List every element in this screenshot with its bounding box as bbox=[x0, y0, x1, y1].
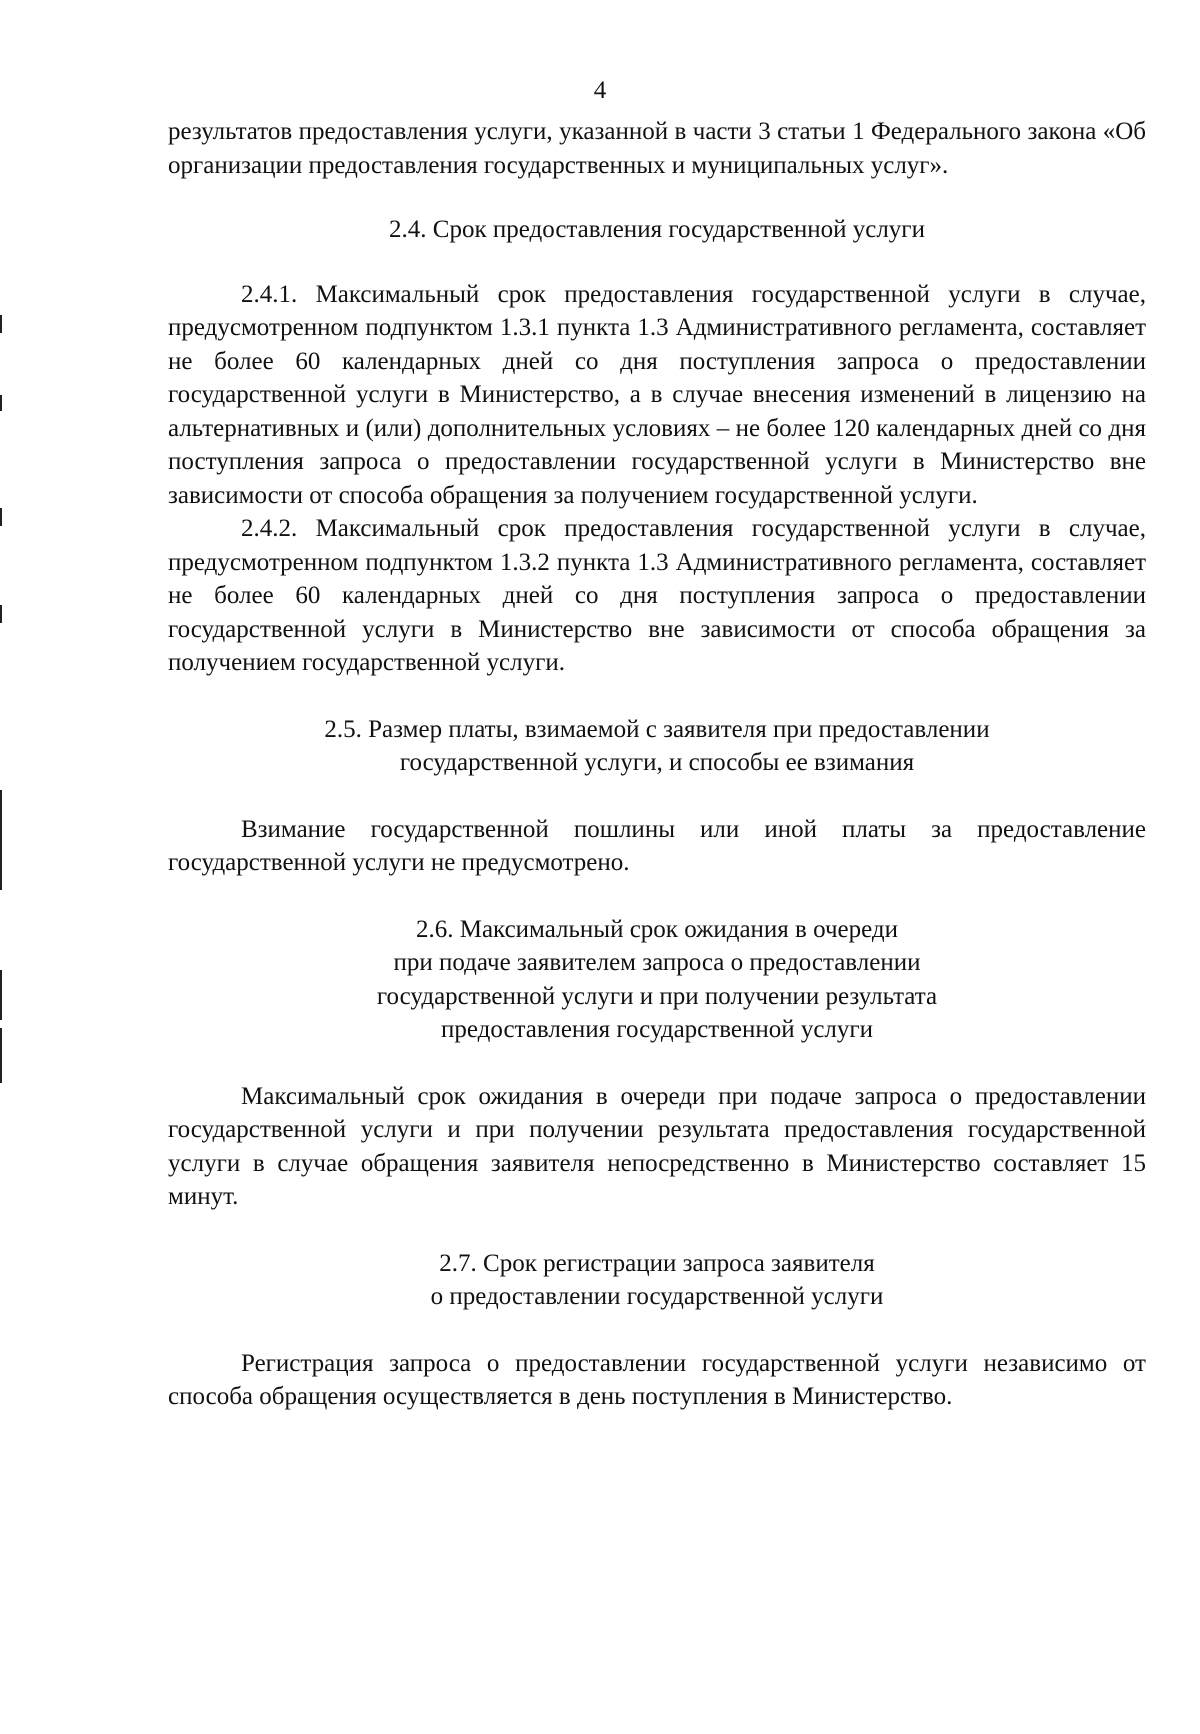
heading-line: при подаче заявителем запроса о предоставлении bbox=[393, 949, 921, 976]
heading-line: 2.7. Срок регистрации запроса заявителя bbox=[439, 1249, 875, 1277]
scan-edge-mark bbox=[0, 790, 2, 890]
heading-line: о предоставлении государственной услуги bbox=[430, 1283, 884, 1310]
paragraph-2-6: Максимальный срок ожидания в очереди при подаче запроса о предоставлении государственной услуги и при получении результата предоставления государственной услуги в случае обращения заявителя непосредственно в Министерство составляет 15 минут. bbox=[168, 1082, 1146, 1210]
scan-edge-mark bbox=[0, 395, 2, 411]
heading-line: государственной услуги, и способы ее взимания bbox=[399, 749, 915, 776]
document-body bbox=[168, 115, 1146, 1414]
scan-edge-mark bbox=[0, 315, 2, 333]
page-number: 4 bbox=[593, 77, 607, 104]
heading-line: 2.5. Размер платы, взимаемой с заявителя при предоставлении bbox=[324, 715, 990, 743]
scan-edge-mark bbox=[0, 970, 2, 1020]
scan-edge-mark bbox=[0, 508, 2, 526]
paragraph-intro: результатов предоставления услуги, указанной в части 3 статьи 1 Федерального закона «Об организации предоставления государственных и муниципальных услуг». bbox=[168, 118, 1146, 179]
section-heading-2-4 bbox=[168, 213, 1146, 247]
heading-line: 2.6. Максимальный срок ожидания в очереди bbox=[415, 915, 898, 943]
heading-line: 2.4. Срок предоставления государственной услуги bbox=[389, 216, 925, 243]
paragraph-2-4-1: 2.4.1. Максимальный срок предоставления государственной услуги в случае, предусмотренном подпунктом 1.3.1 пункта 1.3 Административного регламента, составляет не более 60 календарных дней со дня поступления запроса о предоставлении государственной услуги в Министерство, а в случае внесения изменений в лицензию на альтернативных и (или) дополнительных условиях – не более 120 календарных дней со дня поступления запроса о предоставлении государственной услуги в Министерство вне зависимости от способа обращения за получением государственной услуги. bbox=[168, 280, 1146, 509]
paragraph-2-5: Взимание государственной пошлины или иной платы за предоставление государственной услуги не предусмотрено. bbox=[168, 815, 1146, 876]
scan-edge-mark bbox=[0, 605, 2, 623]
section-heading-2-5 bbox=[168, 713, 1146, 780]
paragraph-2-7: Регистрация запроса о предоставлении государственной услуги независимо от способа обращения осуществляется в день поступления в Министерство. bbox=[168, 1349, 1146, 1410]
heading-line: государственной услуги и при получении результата bbox=[376, 982, 938, 1010]
section-heading-2-7 bbox=[168, 1247, 1146, 1314]
heading-line: предоставления государственной услуги bbox=[440, 1016, 874, 1043]
paragraph-2-4-2: 2.4.2. Максимальный срок предоставления государственной услуги в случае, предусмотренном подпунктом 1.3.2 пункта 1.3 Административного регламента, составляет не более 60 календарных дней со дня поступления запроса о предоставлении государственной услуги в Министерство вне зависимости от способа обращения за получением государственной услуги. bbox=[168, 515, 1146, 676]
section-heading-2-6 bbox=[168, 913, 1146, 1047]
scan-edge-mark bbox=[0, 1028, 2, 1083]
